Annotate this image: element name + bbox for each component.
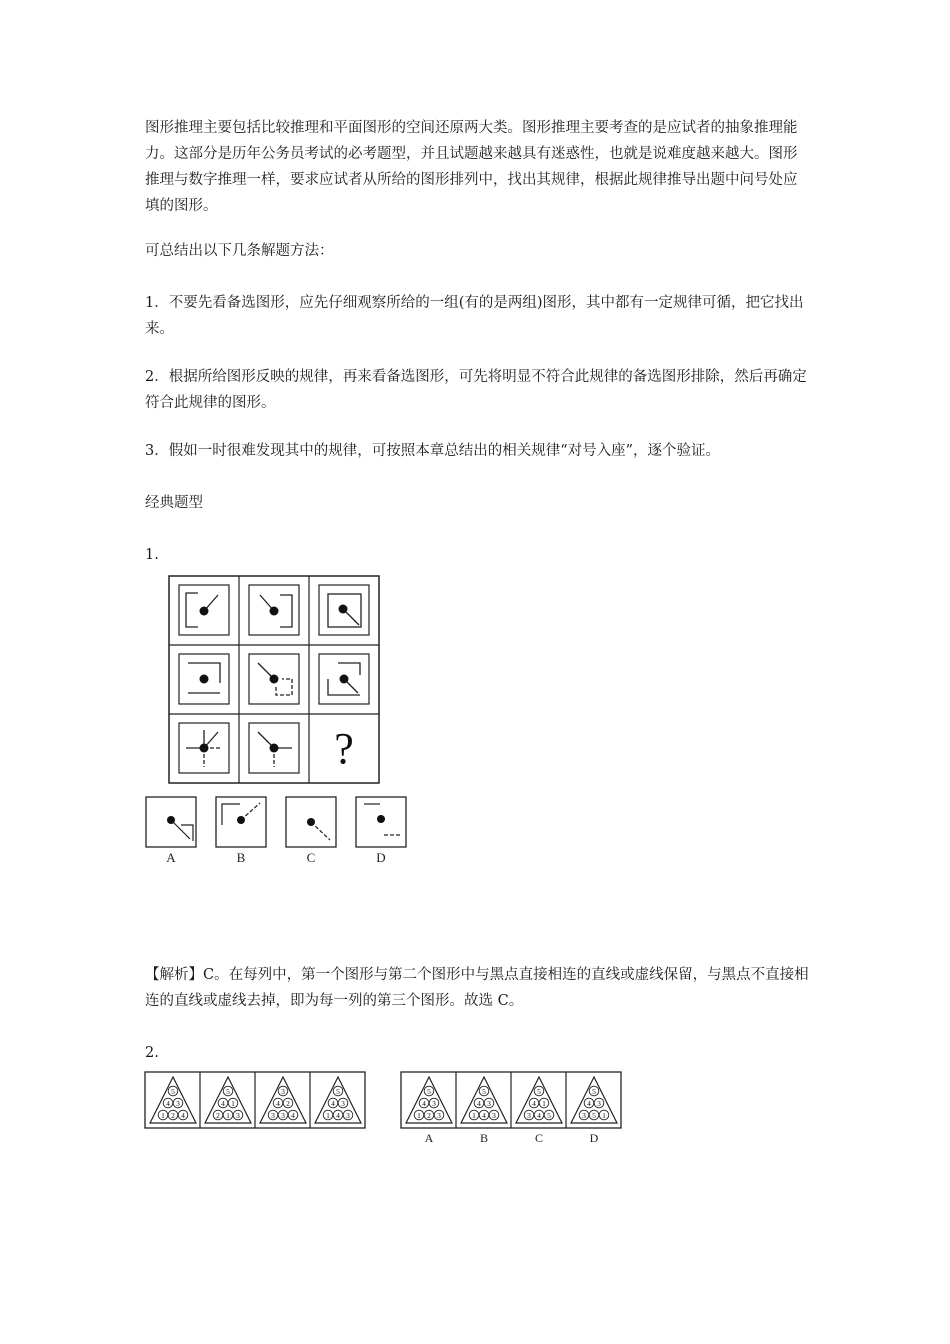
sequence-number: 2 <box>286 1099 290 1108</box>
option-number: 1 <box>472 1111 476 1120</box>
q2-option-c-label: C <box>534 1131 544 1145</box>
option-number: 1 <box>602 1111 606 1120</box>
q2-option-d-label: D <box>589 1131 599 1145</box>
sequence-number: 2 <box>171 1111 175 1120</box>
methods-heading: 可总结出以下几条解题方法： <box>145 243 334 259</box>
sequence-number: 4 <box>276 1099 280 1108</box>
option-number: 2 <box>427 1111 431 1120</box>
intro-paragraph: 图形推理主要包括比较推理和平面图形的空间还原两大类。图形推理主要考查的是应试者的抽象推理能力。这部分是历年公务员考试的必考题型，并且试题越来越具有迷惑性，也就是说难度越来越大。图形推理与数字推理一样，要求应试者从所给的图形排列中，找出其规律，根据此规律推导出题中问号处应填的图形。 <box>145 120 798 214</box>
option-number: 3 <box>527 1111 531 1120</box>
question-1-options <box>144 795 409 870</box>
option-number: 4 <box>532 1099 536 1108</box>
sequence-number: 3 <box>271 1111 275 1120</box>
sequence-number: 1 <box>161 1111 165 1120</box>
sequence-number: 4 <box>166 1099 170 1108</box>
option-b-label: B <box>236 850 246 865</box>
sequence-number: 3 <box>281 1087 285 1096</box>
sequence-number: 3 <box>281 1111 285 1120</box>
question-2-number: 2. <box>145 1045 159 1061</box>
sequence-number: 4 <box>221 1099 225 1108</box>
sequence-number: 1 <box>326 1111 330 1120</box>
option-number: 4 <box>477 1099 481 1108</box>
option-number: 3 <box>487 1099 491 1108</box>
option-number: 5 <box>547 1111 551 1120</box>
section-title: 经典题型 <box>145 495 203 511</box>
sequence-number: 4 <box>331 1099 335 1108</box>
sequence-number: 3 <box>176 1099 180 1108</box>
option-number: 5 <box>427 1087 431 1096</box>
question-1-number: 1. <box>145 547 159 563</box>
question-1-analysis: 【解析】C。在每列中，第一个图形与第二个图形中与黑点直接相连的直线或虚线保留，与黑点不直接相连的直线或虚线去掉，即为每一列的第三个图形。故选 C。 <box>145 967 809 1009</box>
option-number: 3 <box>437 1111 441 1120</box>
option-number: 4 <box>422 1099 426 1108</box>
sequence-number: 1 <box>231 1099 235 1108</box>
option-number: 3 <box>492 1111 496 1120</box>
option-number: 1 <box>542 1099 546 1108</box>
question-mark: ? <box>334 724 354 773</box>
sequence-number: 4 <box>291 1111 295 1120</box>
sequence-number: 4 <box>336 1111 340 1120</box>
option-number: 4 <box>537 1111 541 1120</box>
option-number: 1 <box>417 1111 421 1120</box>
option-number: 5 <box>592 1087 596 1096</box>
sequence-number: 3 <box>346 1111 350 1120</box>
option-d-label: D <box>376 850 386 865</box>
option-c-label: C <box>306 850 316 865</box>
sequence-number: 5 <box>171 1087 175 1096</box>
q2-option-a-label: A <box>424 1131 434 1145</box>
sequence-number: 4 <box>181 1111 185 1120</box>
sequence-number: 5 <box>336 1087 340 1096</box>
option-number: 4 <box>482 1111 486 1120</box>
option-number: 3 <box>597 1099 601 1108</box>
sequence-number: 3 <box>341 1099 345 1108</box>
question-1-grid <box>168 575 380 785</box>
method-3: 3．假如一时很难发现其中的规律，可按照本章总结出的相关规律“对号入座”，逐个验证。 <box>145 443 721 459</box>
q2-option-b-label: B <box>479 1131 489 1145</box>
option-number: 5 <box>482 1087 486 1096</box>
sequence-number: 5 <box>226 1087 230 1096</box>
question-2-options <box>400 1071 624 1147</box>
method-2: 2．根据所给图形反映的规律，再来看备选图形，可先将明显不符合此规律的备选图形排除，然后再确定符合此规律的图形。 <box>145 369 807 411</box>
option-number: 5 <box>592 1111 596 1120</box>
option-a-label: A <box>166 850 176 865</box>
question-2-sequence <box>144 1071 368 1133</box>
sequence-number: 2 <box>216 1111 220 1120</box>
option-number: 3 <box>582 1111 586 1120</box>
sequence-number: 1 <box>226 1111 230 1120</box>
method-1: 1．不要先看备选图形，应先仔细观察所给的一组(有的是两组)图形，其中都有一定规律可循，把它找出来。 <box>145 295 804 337</box>
option-number: 4 <box>587 1099 591 1108</box>
option-number: 3 <box>432 1099 436 1108</box>
option-number: 5 <box>537 1087 541 1096</box>
sequence-number: 3 <box>236 1111 240 1120</box>
